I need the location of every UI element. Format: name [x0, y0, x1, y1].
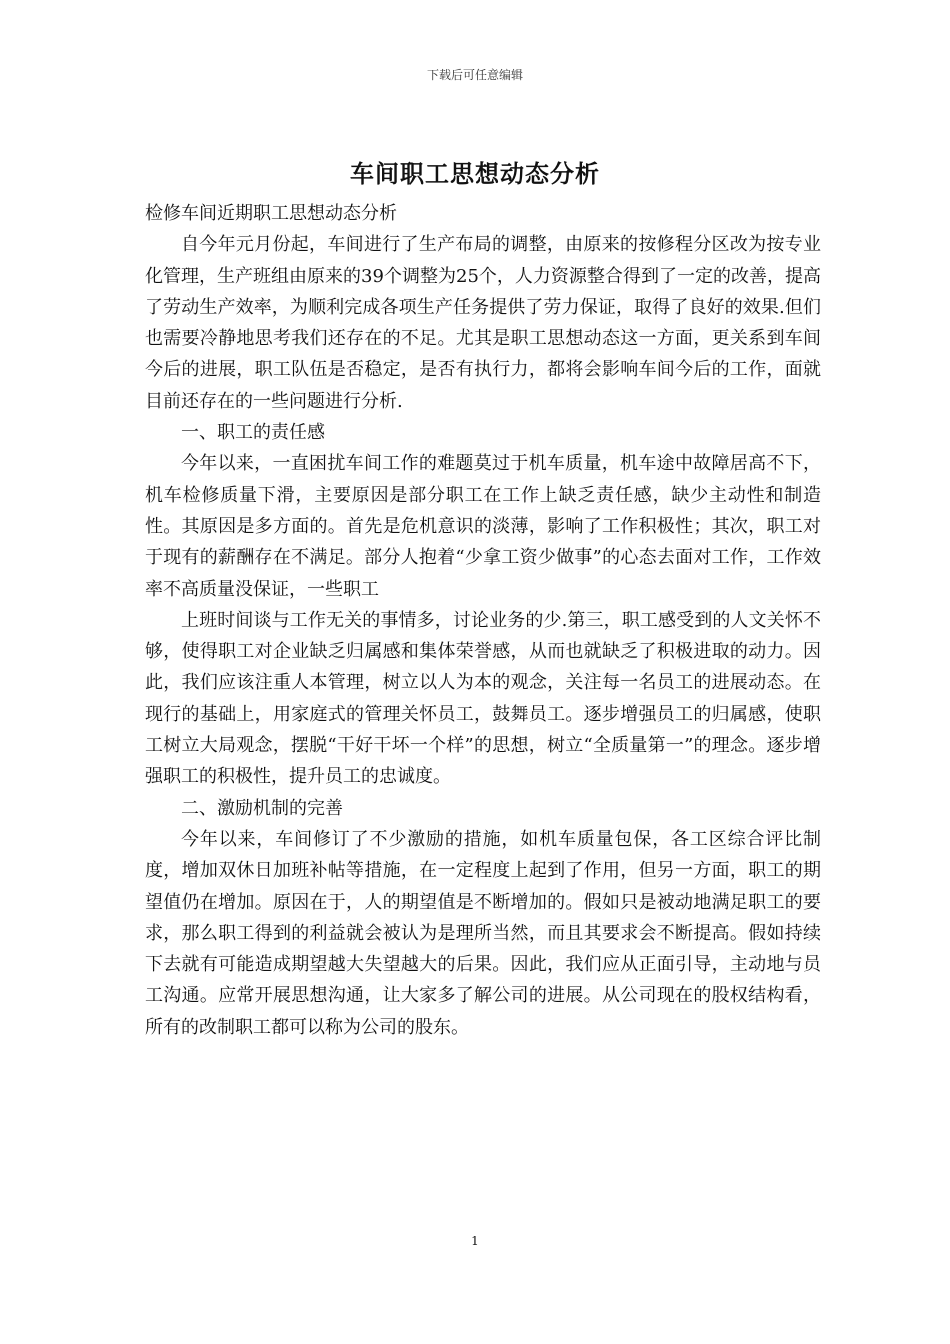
paragraph-responsibility-1: 今年以来，一直困扰车间工作的难题莫过于机车质量，机车途中故障居高不下，机车检修质量下滑，主要原因是部分职工在工作上缺乏责任感，缺少主动性和制造性。其原因是多方面的。首先是危机意识的淡薄，影响了工作积极性；其次，职工对于现有的薪酬存在不满足。部分人抱着“少拿工资少做事”的心态去面对工作，工作效率不高质量没保证，一些职工: [145, 453, 821, 600]
paragraph-responsibility-2: 上班时间谈与工作无关的事情多，讨论业务的少.第三，职工感受到的人文关怀不够，使得职工对企业缺乏归属感和集体荣誉感，从而也就缺乏了积极进取的动力。因此，我们应该注重人本管理，树立以人为本的观念，关注每一名员工的进展动态。在现行的基础上，用家庭式的管理关怀员工，鼓舞员工。逐步增强员工的归属感，使职工树立大局观念，摆脱“干好干坏一个样”的思想，树立“全质量第一”的理念。逐步增强职工的积极性，提升员工的忠诚度。: [145, 609, 821, 788]
page-header: 下载后可任意编辑: [426, 68, 523, 82]
section-heading-incentive: 二、激励机制的完善: [181, 797, 343, 819]
page-number: 1: [471, 1234, 479, 1248]
document-body: [145, 198, 821, 1043]
section-heading-responsibility: 一、职工的责任感: [181, 422, 325, 444]
document-title: 车间职工思想动态分析: [350, 159, 600, 188]
document-subtitle: 检修车间近期职工思想动态分析: [145, 203, 397, 224]
paragraph-intro: 自今年元月份起，车间进行了生产布局的调整，由原来的按修程分区改为按专业化管理，生产班组由原来的39个调整为25个，人力资源整合得到了一定的改善，提高了劳动生产效率，为顺利完成各项生产任务提供了劳力保证，取得了良好的效果.但们也需要冷静地思考我们还存在的不足。尤其是职工思想动态这一方面，更关系到车间今后的进展，职工队伍是否稳定，是否有执行力，都将会影响车间今后的工作，面就目前还存在的一些问题进行分析.: [145, 234, 821, 412]
paragraph-incentive: 今年以来，车间修订了不少激励的措施，如机车质量包保，各工区综合评比制度，增加双休日加班补帖等措施，在一定程度上起到了作用，但另一方面，职工的期望值仍在增加。原因在于，人的期望值是不断增加的。假如只是被动地满足职工的要求，那么职工得到的利益就会被认为是理所当然，而且其要求会不断提高。假如持续下去就有可能造成期望越大失望越大的后果。因此，我们应从正面引导，主动地与员工沟通。应常开展思想沟通，让大家多了解公司的进展。从公司现在的股权结构看，所有的改制职工都可以称为公司的股东。: [145, 828, 821, 1038]
